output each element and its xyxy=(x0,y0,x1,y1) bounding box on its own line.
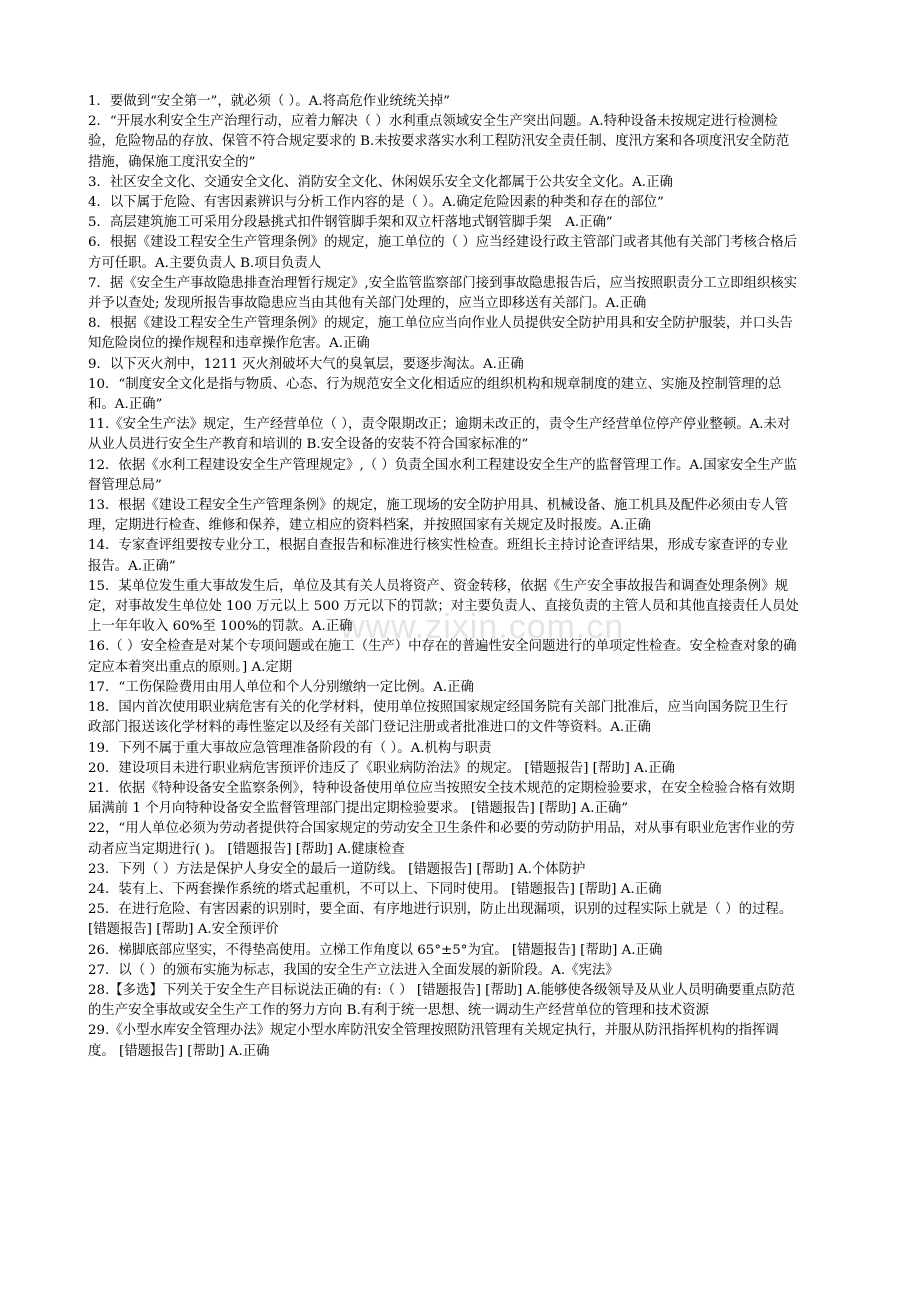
question-item: 11.《安全生产法》规定，生产经营单位（ ），责令限期改正；逾期未改正的，责令生产经营单位停产停业整顿。A.未对从业人员进行安全生产教育和培训的 B.安全设备的安装不符合国家标准的” xyxy=(88,417,791,453)
question-item: 16.（ ）安全检查是对某个专项问题或在施工（生产）中存在的普遍性安全问题进行的单项定性检查。安全检查对象的确定应本着突出重点的原则。] A.定期 xyxy=(88,639,797,675)
question-item: 18．国内首次使用职业病危害有关的化学材料，使用单位按照国家规定经国务院有关部门批准后，应当向国务院卫生行政部门报送该化学材料的毒性鉴定以及经有关部门登记注册或者批准进口的文件等资料。A.正确 xyxy=(88,700,788,736)
question-item: 24．装有上、下两套操作系统的塔式起重机，不可以上、下同时使用。 [错题报告] [帮助] A.正确 xyxy=(88,881,662,897)
question-item: 5．高层建筑施工可采用分段悬挑式扣件钢管脚手架和双立杆落地式钢管脚手架 A.正确” xyxy=(88,215,613,231)
question-item: 1．要做到“安全第一”，就必须（ ）。A.将高危作业统统关掉” xyxy=(88,94,450,109)
question-item: 20．建设项目未进行职业病危害预评价违反了《职业病防治法》的规定。 [错题报告] [帮助] A.正确 xyxy=(88,760,675,776)
question-item: 22，“用人单位必须为劳动者提供符合国家规定的劳动安全卫生条件和必要的劳动防护用品，对从事有职业危害作业的劳动者应当定期进行( )。 [错题报告] [帮助] A.健康检查 xyxy=(88,821,795,857)
question-item: 26．梯脚底部应坚实，不得垫高使用。立梯工作角度以 65°±5°为宜。 [错题报告] [帮助] A.正确 xyxy=(88,942,663,958)
watermark: www.zixin.com.cn xyxy=(340,608,625,646)
question-item: 17．“工伤保险费用由用人单位和个人分别缴纳一定比例。A.正确 xyxy=(88,679,474,695)
question-item: 28.【多选】下列关于安全生产目标说法正确的有:（ ） [错题报告] [帮助] A.能够使各级领导及从业人员明确要重点防范的生产安全事故或安全生产工作的努力方向 B.有利于统一思想、统一调动生产经营单位的管理和技术资源 xyxy=(88,982,796,1019)
question-item: 7．据《安全生产事故隐患排查治理暂行规定》,安全监管监察部门接到事故隐患报告后，应当按照职责分工立即组织核实并予以查处; 发现所报告事故隐患应当由其他有关部门处理的，应当立即移送有关部门。A.正确 xyxy=(88,275,798,312)
question-item: 10．“制度安全文化是指与物质、心态、行为规范安全文化相适应的组织机构和规章制度的建立、实施及控制管理的总和。A.正确” xyxy=(88,376,782,413)
question-item: 9．以下灭火剂中，1211 灭火剂破坏大气的臭氧层，要逐步淘汰。A.正确 xyxy=(88,356,524,372)
question-item: 13．根据《建设工程安全生产管理条例》的规定，施工现场的安全防护用具、机械设备、施工机具及配件必须由专人管理，定期进行检查、维修和保养，建立相应的资料档案，并按照国家有关规定及时报废。A.正确 xyxy=(88,498,788,534)
question-item: 3．社区安全文化、交通安全文化、消防安全文化、休闲娱乐安全文化都属于公共安全文化。A.正确 xyxy=(88,174,673,190)
question-item: 2．“开展水利安全生产治理行动，应着力解决（ ）水利重点领域安全生产突出问题。A.特种设备未按规定进行检测检验，危险物品的存放、保管不符合规定要求的 B.未按要求落实水利工程防汛安全责任制、度汛方案和各项度汛安全防范措施，确保施工度汛安全的” xyxy=(88,114,790,170)
question-item: 29.《小型水库安全管理办法》规定小型水库防汛安全管理按照防汛管理有关规定执行，并服从防汛指挥机构的指挥调度。 [错题报告] [帮助] A.正确 xyxy=(88,1023,779,1059)
question-item: 14．专家查评组要按专业分工，根据自查报告和标准进行核实性检查。班组长主持讨论查评结果，形成专家查评的专业报告。A.正确” xyxy=(88,538,788,574)
question-item: 8．根据《建设工程安全生产管理条例》的规定，施工单位应当向作业人员提供安全防护用具和安全防护服装，并口头告知危险岗位的操作规程和违章操作危害。A.正确 xyxy=(88,316,793,352)
question-item: 27．以（ ）的颁布实施为标志，我国的安全生产立法进入全面发展的新阶段。A.《宪法》 xyxy=(88,962,619,978)
question-item: 19．下列不属于重大事故应急管理准备阶段的有（ ）。A.机构与职责 xyxy=(88,740,492,756)
question-item: 6．根据《建设工程安全生产管理条例》的规定，施工单位的（ ）应当经建设行政主管部门或者其他有关部门考核合格后方可任职。A.主要负责人 B.项目负责人 xyxy=(88,235,798,271)
question-item: 25．在进行危险、有害因素的识别时，要全面、有序地进行识别，防止出现漏项，识别的过程实际上就是（ ）的过程。 [错题报告] [帮助] A.安全预评价 xyxy=(88,902,793,938)
question-item: 23．下列（ ）方法是保护人身安全的最后一道防线。 [错题报告] [帮助] A.个体防护 xyxy=(88,861,586,877)
question-item: 21．依据《特种设备安全监察条例》，特种设备使用单位应当按照安全技术规范的定期检验要求，在安全检验合格有效期届满前 1 个月向特种设备安全监督管理部门提出定期检验要求。 [错题报告] [帮助] A.正确” xyxy=(88,780,795,817)
question-list xyxy=(88,92,800,1062)
question-item: 4．以下属于危险、有害因素辨识与分析工作内容的是（ ）。A.确定危险因素的种类和存在的部位” xyxy=(88,195,664,211)
question-item: 15．某单位发生重大事故发生后，单位及其有关人员将资产、资金转移，依据《生产安全事故报告和调查处理条例》规定，对事故发生单位处 100 万元以上 500 万元以下的罚款；对主要负责人、直接负责的主管人员和其他直接责任人员处上一年年收入 60%至 100%的罚款。A.正确 xyxy=(88,578,799,635)
question-item: 12．依据《水利工程建设安全生产管理规定》,（ ）负责全国水利工程建设安全生产的监督管理工作。A.国家安全生产监督管理总局” xyxy=(88,457,798,493)
